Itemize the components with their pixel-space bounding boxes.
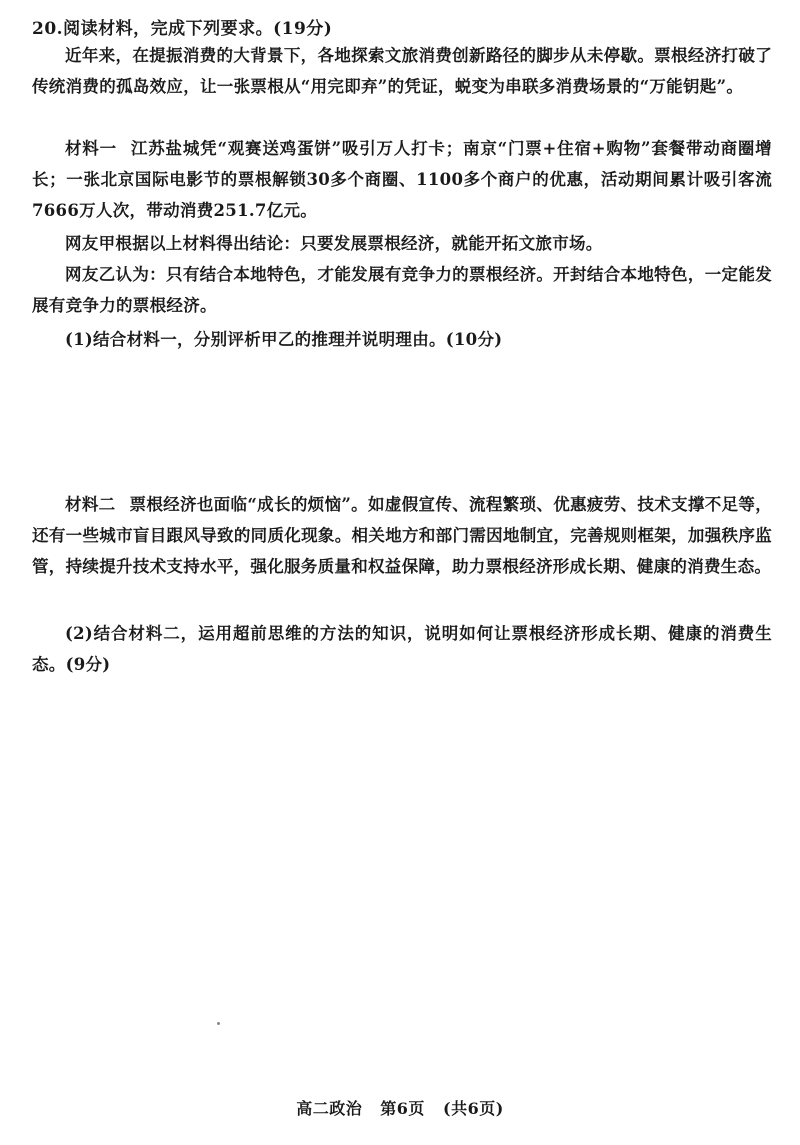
material-1-paragraph xyxy=(32,133,772,226)
material-1-text: 江苏盐城凭“观赛送鸡蛋饼”吸引万人打卡；南京“门票+住宿+购物”套餐带动商圈增长；一张北京国际电影节的票根解锁30多个商圈、1100多个商户的优惠，活动期间累计吸引客流7666万人次，带动消费251.7亿元。 xyxy=(32,139,772,220)
intro-paragraph: 近年来，在提振消费的大背景下，各地探索文旅消费创新路径的脚步从未停歇。票根经济打破了传统消费的孤岛效应，让一张票根从“用完即弃”的凭证，蜕变为串联多消费场景的“万能钥匙”。 xyxy=(32,46,772,96)
netizen-jia-paragraph: 网友甲根据以上材料得出结论：只要发展票根经济，就能开拓文旅市场。 xyxy=(65,234,603,253)
footer-page-number: 第6页 xyxy=(380,1099,425,1118)
page-footer xyxy=(0,1096,800,1119)
netizen-yi-paragraph: 网友乙认为：只有结合本地特色，才能发展有竞争力的票根经济。开封结合本地特色，一定能发展有竞争力的票根经济。 xyxy=(32,265,772,315)
material-1-label: 材料一 xyxy=(65,139,117,158)
material-2-label: 材料二 xyxy=(65,495,116,514)
sub-question-1: (1)结合材料一，分别评析甲乙的推理并说明理由。(10分) xyxy=(65,330,503,349)
material-2-paragraph xyxy=(32,489,772,582)
sub-question-2: (2)结合材料二，运用超前思维的方法的知识，说明如何让票根经济形成长期、健康的消费生态。(9分) xyxy=(32,624,772,674)
stray-dot xyxy=(217,1022,220,1025)
question-title: 20.阅读材料，完成下列要求。(19分) xyxy=(32,19,333,39)
footer-total-pages: (共6页) xyxy=(443,1099,504,1118)
footer-subject: 高二政治 xyxy=(296,1099,363,1118)
material-2-text: 票根经济也面临“成长的烦恼”。如虚假宣传、流程繁琐、优惠疲劳、技术支撑不足等，还有一些城市盲目跟风导致的同质化现象。相关地方和部门需因地制宜，完善规则框架，加强秩序监管，持续提升技术支持水平，强化服务质量和权益保障，助力票根经济形成长期、健康的消费生态。 xyxy=(32,495,772,576)
